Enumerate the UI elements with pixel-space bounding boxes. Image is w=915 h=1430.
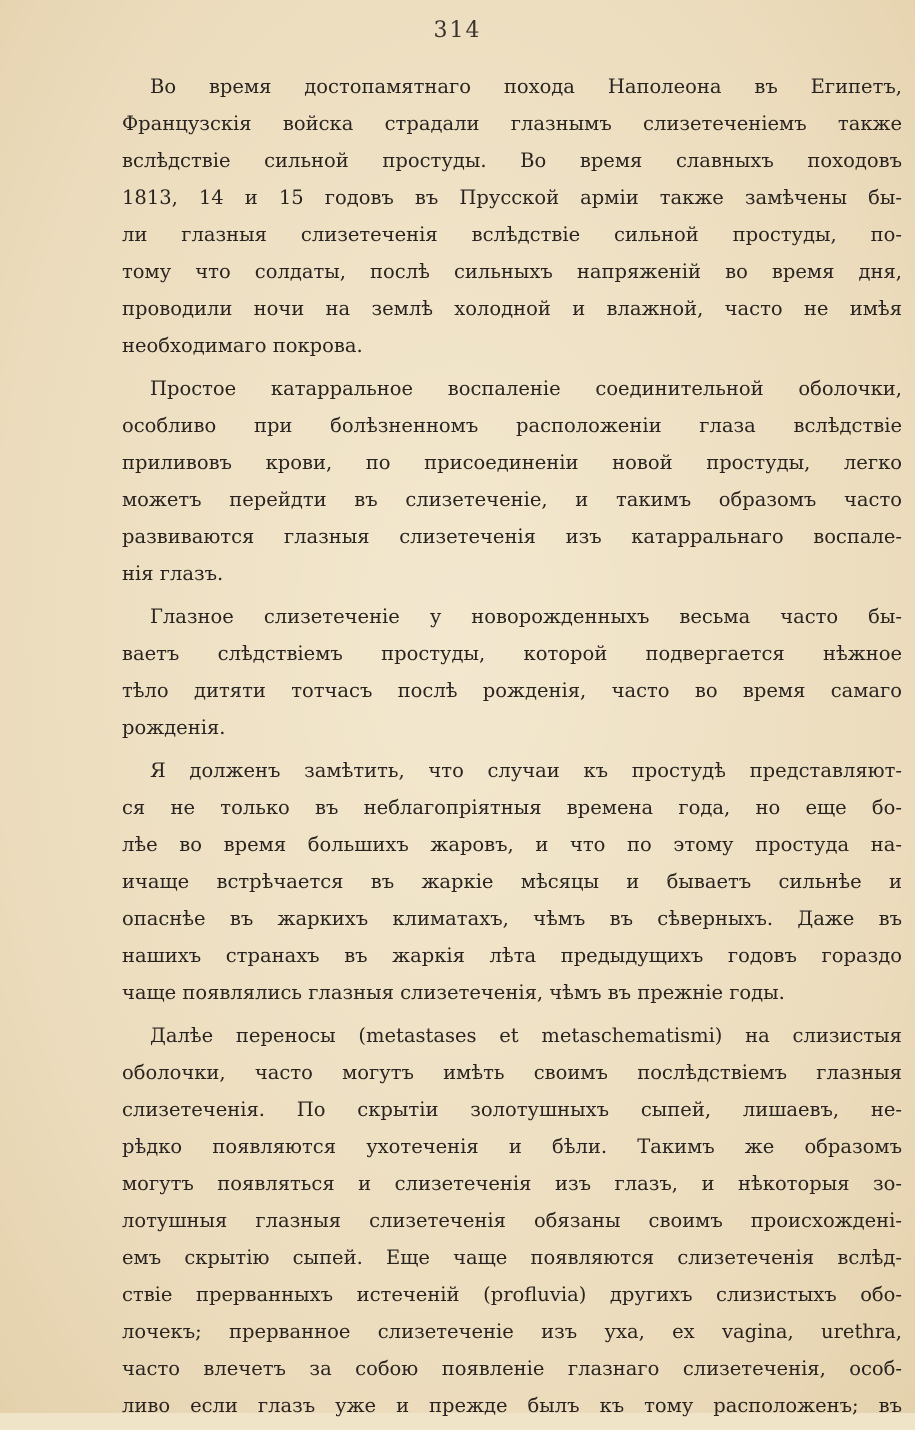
- text-line: приливовъ крови, по присоединеніи новой простуды, легко: [122, 451, 902, 474]
- paragraph: [122, 752, 902, 1011]
- text-line: ливо если глазъ уже и прежде былъ къ тому расположенъ; въ: [122, 1394, 902, 1417]
- text-line: рожденія.: [122, 716, 226, 739]
- text-line: ваетъ слѣдствіемъ простуды, которой подвергается нѣжное: [122, 642, 902, 665]
- text-line: вслѣдствіе сильной простуды. Во время славныхъ походовъ: [122, 149, 902, 172]
- text-line: Глазное слизетеченіе у новорожденныхъ весьма часто бы-: [150, 605, 902, 628]
- text-line: рѣдко появляются ухотеченія и бѣли. Такимъ же образомъ: [122, 1135, 902, 1158]
- text-line: развиваются глазныя слизетеченія изъ катарральнаго воспале-: [122, 525, 902, 548]
- text-line: лѣе во время большихъ жаровъ, и что по этому простуда на-: [122, 833, 902, 856]
- text-line: лотушныя глазныя слизетеченія обязаны своимъ происхожденi-: [122, 1209, 902, 1232]
- paragraph: [122, 370, 902, 592]
- text-line: 1813, 14 и 15 годовъ въ Прусской арміи также замѣчены бы-: [122, 186, 902, 209]
- text-line: оболочки, часто могутъ имѣть своимъ послѣдствіемъ глазныя: [122, 1061, 902, 1084]
- text-line: Простое катарральное воспаленіе соединительной оболочки,: [150, 377, 902, 400]
- text-line: слизетеченія. По скрытіи золотушныхъ сыпей, лишаевъ, не-: [122, 1098, 902, 1121]
- text-line: ли глазныя слизетеченія вслѣдствіе сильной простуды, по-: [122, 223, 902, 246]
- paragraph: [122, 1017, 902, 1424]
- text-line: Далѣе переносы (metastases et metaschematismi) на слизистыя: [150, 1024, 902, 1047]
- text-line: тому что солдаты, послѣ сильныхъ напряженій во время дня,: [122, 260, 902, 283]
- text-line: нія глазъ.: [122, 562, 224, 585]
- text-line: Во время достопамятнаго похода Наполеона въ Египетъ,: [150, 75, 902, 98]
- text-line: лочекъ; прерванное слизетеченіе изъ уха, ex vagina, urethra,: [122, 1320, 902, 1343]
- text-line: тѣло дитяти тотчасъ послѣ рожденія, часто во время самаго: [122, 679, 902, 702]
- paragraph: [122, 598, 902, 746]
- paragraph: [122, 68, 902, 364]
- text-line: нашихъ странахъ въ жаркія лѣта предыдущихъ годовъ гораздо: [122, 944, 902, 967]
- text-line: ичаще встрѣчается въ жаркіе мѣсяцы и бываетъ сильнѣе и: [122, 870, 902, 893]
- text-line: особливо при болѣзненномъ расположеніи глаза вслѣдствіе: [122, 414, 902, 437]
- text-line: Я долженъ замѣтить, что случаи къ простудѣ представляют-: [150, 759, 902, 782]
- text-line: можетъ перейдти въ слизетеченіе, и такимъ образомъ часто: [122, 488, 902, 511]
- page-number: 314: [433, 18, 482, 43]
- text-line: проводили ночи на землѣ холодной и влажной, часто не имѣя: [122, 297, 902, 320]
- body-text: [122, 68, 902, 1430]
- text-line: могутъ появляться и слизетеченія изъ глазъ, и нѣкоторыя зо-: [122, 1172, 902, 1195]
- text-line: ствіе прерванныхъ истеченій (profluvia) другихъ слизистыхъ обо-: [122, 1283, 902, 1306]
- text-line: емъ скрытію сыпей. Еще чаще появляются слизетеченія вслѣд-: [122, 1246, 902, 1269]
- text-line: необходимаго покрова.: [122, 334, 363, 357]
- text-line: часто влечетъ за собою появленіе глазнаго слизетеченія, особ-: [122, 1357, 902, 1380]
- text-line: опаснѣе въ жаркихъ климатахъ, чѣмъ въ сѣверныхъ. Даже въ: [122, 907, 902, 930]
- text-line: Французскія войска страдали глазнымъ слизетеченіемъ также: [122, 112, 902, 135]
- text-line: чаще появлялись глазныя слизетеченія, чѣмъ въ прежніе годы.: [122, 981, 785, 1004]
- text-line: ся не только въ неблагопріятныя времена года, но еще бо-: [122, 796, 902, 819]
